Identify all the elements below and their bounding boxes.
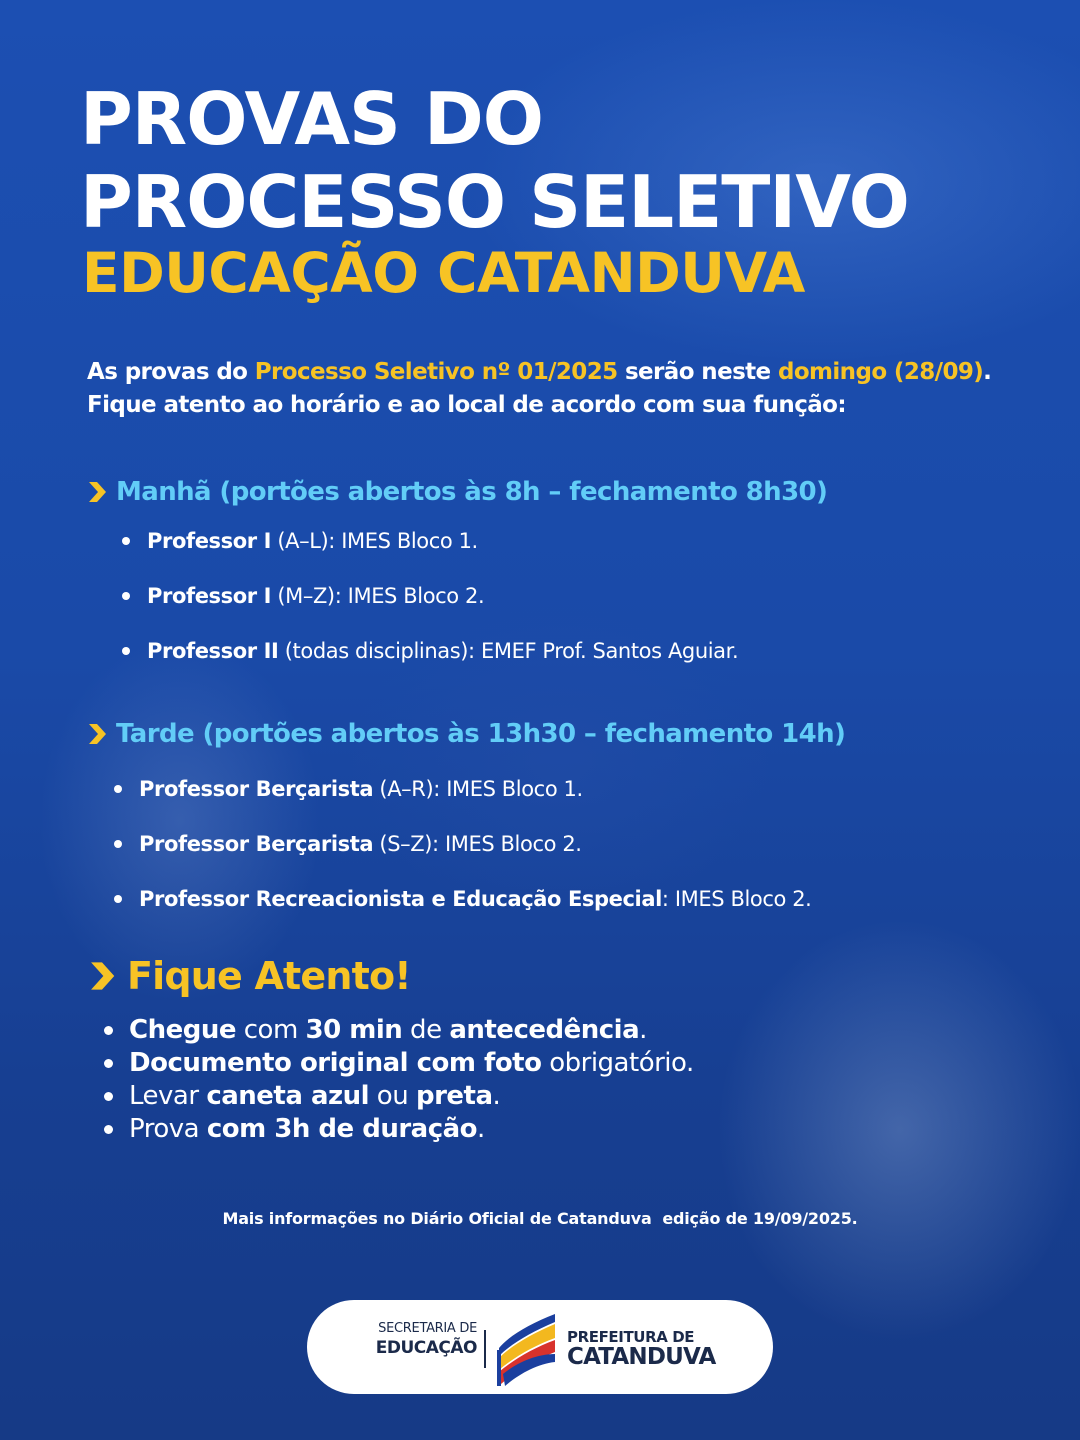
intro-highlight-date: domingo (28/09) xyxy=(777,359,984,385)
morning-heading xyxy=(86,479,827,505)
item-text: . xyxy=(477,1114,485,1144)
list-item xyxy=(104,1014,694,1047)
secretaria-line-1: SECRETARIA DE xyxy=(378,1321,477,1336)
list-item xyxy=(114,776,811,831)
item-text: ou xyxy=(369,1081,416,1111)
morning-heading-text: Manhã (portões abertos às 8h – fechamento 8h30) xyxy=(116,477,828,507)
prefeitura-line-2: CATANDUVA xyxy=(567,1344,716,1370)
item-role: Professor Berçarista xyxy=(139,777,374,801)
chevron-right-icon xyxy=(86,480,108,504)
item-bold: 30 min xyxy=(305,1015,403,1045)
afternoon-heading xyxy=(86,721,845,747)
list-item xyxy=(114,886,811,941)
list-item xyxy=(122,638,738,693)
chevron-right-icon xyxy=(87,959,117,993)
item-detail: (M–Z): IMES Bloco 2. xyxy=(271,584,485,608)
attention-heading xyxy=(87,954,411,998)
item-role: Professor I xyxy=(147,584,272,608)
list-item xyxy=(104,1047,694,1080)
intro-text-part: serão neste xyxy=(617,359,778,385)
item-text: obrigatório. xyxy=(541,1048,694,1078)
list-item xyxy=(114,831,811,886)
intro-text-part: . xyxy=(983,359,992,385)
item-text: . xyxy=(492,1081,501,1111)
list-item xyxy=(122,528,738,583)
item-bold: preta xyxy=(415,1081,493,1111)
attention-list xyxy=(104,1014,694,1146)
secretaria-line-2: EDUCAÇÃO xyxy=(375,1338,477,1358)
prefeitura-logo-text xyxy=(567,1330,715,1369)
item-role: Professor Recreacionista e Educação Especial xyxy=(139,887,662,911)
list-item xyxy=(104,1080,694,1113)
item-text: com xyxy=(235,1015,306,1045)
afternoon-list xyxy=(114,776,811,941)
item-detail: : IMES Bloco 2. xyxy=(661,887,812,911)
item-bold: caneta azul xyxy=(206,1081,370,1111)
intro-line-2: Fique atento ao horário e ao local de acordo com sua função: xyxy=(87,392,846,418)
intro-highlight-process: Processo Seletivo nº 01/2025 xyxy=(254,359,618,385)
attention-heading-text: Fique Atento! xyxy=(127,954,411,998)
item-detail: (A–L): IMES Bloco 1. xyxy=(271,529,478,553)
item-text: Prova xyxy=(129,1114,207,1144)
item-text: . xyxy=(639,1015,647,1045)
item-detail: (A–R): IMES Bloco 1. xyxy=(373,777,583,801)
item-bold: Chegue xyxy=(129,1015,236,1045)
item-detail: (todas disciplinas): EMEF Prof. Santos Aguiar. xyxy=(278,639,739,663)
list-item xyxy=(104,1113,694,1146)
item-bold: Documento original com foto xyxy=(129,1048,542,1078)
catanduva-emblem-icon xyxy=(489,1308,561,1388)
title-line-2: PROCESSO SELETIVO xyxy=(80,160,909,244)
intro-text xyxy=(87,356,1047,422)
item-text: de xyxy=(402,1015,450,1045)
logo-divider xyxy=(484,1330,486,1368)
item-role: Professor II xyxy=(147,639,279,663)
item-bold: antecedência xyxy=(449,1015,640,1045)
logo-bar xyxy=(307,1300,773,1394)
item-detail: (S–Z): IMES Bloco 2. xyxy=(373,832,582,856)
intro-line-1 xyxy=(87,356,1047,389)
morning-list xyxy=(122,528,738,693)
list-item xyxy=(122,583,738,638)
prefeitura-line-1: PREFEITURA DE xyxy=(567,1328,695,1346)
item-role: Professor I xyxy=(147,529,272,553)
afternoon-heading-text: Tarde (portões abertos às 13h30 – fechamento 14h) xyxy=(116,719,846,749)
intro-text-part: As provas do xyxy=(87,359,255,385)
chevron-right-icon xyxy=(86,722,108,746)
secretaria-logo-text xyxy=(359,1322,477,1357)
title-line-1: PROVAS DO xyxy=(80,77,543,161)
item-bold: com 3h de duração xyxy=(206,1114,478,1144)
item-text: Levar xyxy=(129,1081,207,1111)
item-role: Professor Berçarista xyxy=(139,832,374,856)
footer-note: Mais informações no Diário Oficial de Catanduva edição de 19/09/2025. xyxy=(222,1209,858,1228)
subtitle: EDUCAÇÃO CATANDUVA xyxy=(82,241,805,305)
